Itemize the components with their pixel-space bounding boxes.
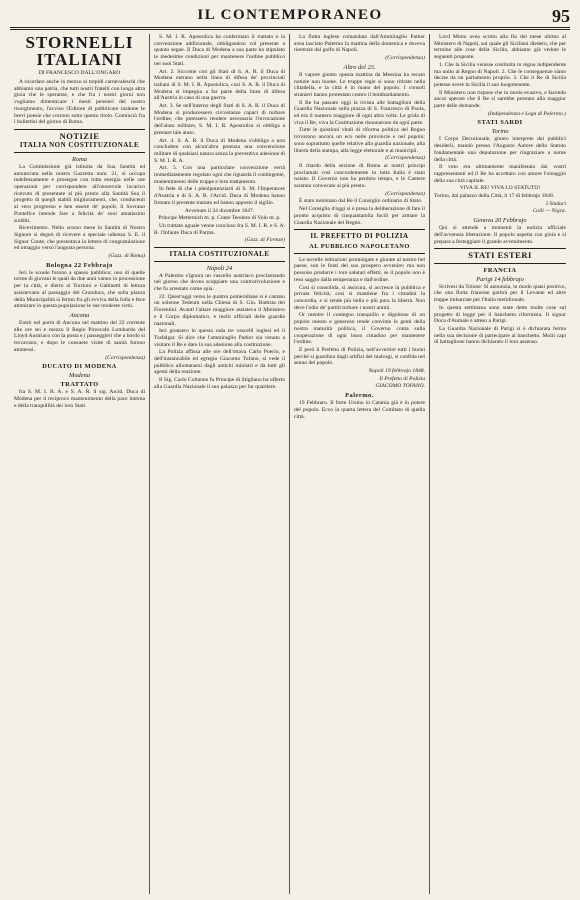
feature-title-line2: ITALIANI — [36, 50, 123, 69]
prefetto-text-3: Or mentre il contegno tranquillo e dignitoso di un popolo onesto e generoso rende convinte le genti della nostra maturità politica, il Governo conta sulla cooperazione di ogni buon cittadino per mantenere l'ordine. — [294, 312, 425, 346]
bologna-dateline: Bologna 22 Febbrajo — [46, 261, 113, 269]
columns — [10, 34, 570, 894]
col4-text-3: Il Ministero non rispose che in modo evasivo, e facendo ancor sperare che il Re si sarebbe prestato alla maggior parte delle domande. — [434, 89, 566, 110]
bologna-text: Ieri le scuole furono a spasso pubblico; uno di quelle torme di giovani le quali da due anni vanno in processione per la città, e dietro ai Torrioni e Gabinetti di lettura assistevano al passaggio dei Granduca, che sulla piazza della Municipalità si fermò fra gli evviva della folla e fece ammirare in questa popolazione le sue modeste virtù. — [14, 269, 145, 310]
col2-text-1: S. M. I. R. Apostolica ha confermato il trattato e la convenzione addizionale, obbligandosi col presente a quanto segue. Il Duca di Modena a sua parte ha stipulato le medesime condizioni per mantenere l'ordine pubblico nei suoi Stati. — [154, 34, 285, 67]
column-3 — [290, 34, 430, 894]
parigi-text-2: In questa settimana sono state dette molte cose sul progetto di legge per il banchetto riformista. Il signor Duca d'Aumale è atteso a Parigi. — [434, 304, 566, 325]
stati-esteri-box — [434, 248, 566, 264]
genova-dateline: Genova 20 Febbrajo — [473, 217, 527, 225]
col3-text-6: È stato nominato dal Re il Consiglio ordinario di Stato. — [299, 198, 423, 205]
col3-source-2: (Corrispondenza) — [385, 155, 425, 162]
col3-text-5: Il ritardo della sezione di Roma ai nostri principi proclamati così concordemente in tutta Italia è stato notato. Il Governo non ha perduto tempo, e le Camere saranno convocate al più presto. — [294, 162, 425, 190]
altro-dateline: Altro del 23. — [343, 63, 376, 71]
prefetto-date: Napoli 19 febbrajo 1848. — [368, 368, 425, 375]
palermo-source: (Indipendenza e Lega di Palermo.) — [487, 110, 566, 117]
page-number: 95 — [552, 6, 570, 26]
feature-byline: DI FRANCESCO DALL'ONGARO — [38, 70, 121, 76]
napoli-text-5: Il Sig. Carlo Coltanne fu Principe di Stigliano ha offerto alla Guardia Nazionale il suo palazzo per far quartiere. — [154, 377, 285, 390]
napoli-text-2: 22. Quest'oggi verso le quattro pomeridiane si è cantato un solenne Tedeum nella Chiesa di S. Gio. Battista dei Fiorentini. Avanti l'altare maggiore assisteva il Ministero e il Corpo diplomatico, e molti ufficiali delle guardie nazionali. — [154, 293, 285, 327]
newspaper-title: IL CONTEMPORANEO — [197, 7, 383, 23]
col2-text-3: Art. 3. Se nell'interno degli Stati di S. A. R. il Duca di Modena si producessero circostanze capaci di turbare l'ordine, che potessero rendere necessaria l'invocazione dell'aiuto militare, S. M. I. R. Apostolica si obbliga a prestare tale aiuto. — [154, 103, 285, 136]
ancona-text: Entrò nel porto di Ancona nel mattino del 22 corrente alle ore sei e mezzo il Regio Piroscafo Lombardo del Lloyd Austriaco con la posta e i passeggieri che a bordo si trovavano, e dopo le consuete visite di sanità furono ammessi. — [14, 319, 145, 353]
col2-text-2: Art. 2. Siccome con gli Stati di S. A. R. il Duca di Modena entrano nella linea di difesa de' provinciali italiani di S. M. I. R. Apostolica, così S. A. R. il Duca di Modena si impegna a far parte della linea di difesa all'Austria in caso di una guerra. — [154, 68, 285, 102]
napoli-text: A Palermo s'ignora un vascello austriaco proclamando nel giorno che dovea scoppiare una controrivoluzione e che fu arrestato come spia. — [154, 272, 285, 292]
italia-costituzionale-heading: ITALIA COSTITUZIONALE — [169, 250, 270, 259]
parigi-text: Scrivesi da Tolone: Si annunzia, in modo quasi positivo, che una flotta francese partirà per il Levante ed altre truppe imbarcate per l'Italia meridionale. — [434, 283, 566, 304]
prefetto-subheading: AL PUBBLICO NAPOLETANO — [309, 242, 410, 250]
treaty-date: Avvenuto il 24 dicembre 1847. — [184, 207, 255, 214]
col3-text-7: Nel Consiglio d'oggi si è presa la deliberazione di fare il pronto acquisto di cinquantamila fucili per armare la Guardia Nazionale del Regno. — [294, 206, 425, 226]
roma-text-2: Ricevimento. Nello scorso mese la Santità di Nostro Signore si degnò di ricevere a speciale udienza S. E. il Signor Conte, che presentava la lettera di congratulazione ed omaggio verso l'augusta persona. — [14, 225, 145, 252]
col3-source-3: (Corrispondenza) — [385, 190, 425, 197]
costituzionale-box — [154, 247, 285, 262]
ancona-dateline: Ancona — [69, 311, 90, 319]
trattato-heading: TRATTATO — [60, 381, 99, 389]
prefetto-text: Le novelle istituzioni promulgate e giurate al nostro bel paese, son le fonti del suo prospero avvenire; ma non possono produrre i loro salutari effetti, se il popolo non è reso saggio dalla temperanza e dall'ordine. — [294, 256, 425, 283]
notizie-heading: NOTIZIE — [59, 130, 100, 141]
prefetto-signature-name: GIACOMO TOFANO. — [375, 383, 425, 390]
roma-text: La Commissione già istituita da Sua Santità ed annunciata nella nostra Gazzetta num. 21, si occupa indefessamente e prosegue con tutta energia nelle sue operazioni per corrispondere all'onorevole incarico ricevuto di presentare al più presto alla Santità Sua il progetto di quegli stabili miglioramenti, che, conducenti al vero progresso e ben essere de' popoli, il Sovrano Pontefice intende fare a felicità de' suoi amatissimi sudditi. — [14, 163, 145, 224]
feature-text: A ricordare anche in mezzo ai trepidi carnevaleschi che abbiamo una patria, che tutti nostri fratelli con lunga altra gioia che le speranze, e che fra i nostri giorni non vogliamo dimenticare i mesti pensieri del nostro risorgimento, l'avviso l'Editore di pubblicare insieme le brevi poesie che corrono sotto questo titolo. Cominciò fra i bollettini del giorno di Roma. — [14, 79, 145, 126]
viva-statuto: VIVA IL RE! VIVA LO STATUTO! — [459, 185, 541, 192]
roma-source: (Gazz. di Roma) — [108, 253, 145, 260]
ducato-heading: DUCATO DI MODENA — [42, 363, 117, 371]
napoli-text-3: Ieri giunsero in questa rada tre vascelli inglesi ed il Trafalgar. Si dice che l'ammiraglio Parker sia venuto a visitare il Re e dare la sua adesione alla costituzione. — [154, 328, 285, 348]
prefetto-text-4: E però il Prefetto di Polizia, nell'avvertire tutti i buoni perchè si guardino dagli artifizi dei malvagi, si confida nel senno del popolo. — [294, 346, 425, 367]
francia-heading: FRANCIA — [483, 266, 517, 274]
col2-text-4: Art. 4. S. A. R. il Duca di Modena s'obbliga a non concludere con alcun'altra potenza una convenzione militare di qualsiasi natura senza la preventiva adesione di S. M. I. R. A. — [154, 137, 285, 164]
roma-dateline: Roma — [72, 155, 87, 163]
palermo-text: 19 Febbraro. Il forte Ursino in Catania già è in potere del popolo. Ecco la quarta lettera del Comitato di quella città. — [294, 400, 425, 420]
firenze-source: (Gazz. di Firenze) — [244, 237, 285, 244]
col2-text-6: In fede di che i plenipotenziarii di S. M. l'Imperatore d'Austria e di S. A. R. l'Arcid. Duca di Modena hanno firmato il presente trattato ed hanno apposto il sigillo. — [154, 186, 285, 206]
genova-text: Qui si attende a momenti la notizia ufficiale dell'avvenuta liberazione. Il popolo aspetta con gioia e si prepara a festeggiare il grande avvenimento. — [434, 225, 566, 245]
ancona-source: (Corrispondenza) — [105, 354, 145, 361]
col3-text-1: La flotta inglese comandata dall'Ammiraglio Parker avea lasciato Palermo la mattina della domenica e doveva rientrare dal golfo di Napoli. — [294, 34, 425, 54]
napoli-dateline: Napoli 24 — [206, 264, 233, 272]
feature-title-line1: STORNELLI — [25, 34, 134, 52]
col3-text-3: Il Re ha passato oggi la rivista alle battaglioni della Guardia Nazionale sulla piazza di S. Francesco di Paola, ed era il numero maggiore di ogni altra volta. Le grida di viva il Re, viva la Costituzione risuonarono da ogni parte. — [294, 99, 425, 126]
prefetto-box — [294, 229, 425, 254]
col3-text-2: Il vapore giunto questa mattina da Messina ha recato notizie non buone. Le truppe regie si sono ritirate nella cittadella, e la città è in mano del popolo. I consoli stranieri hanno protestato contro il bombardamento. — [294, 71, 425, 98]
napoli-text-4: La Polizia affissa alle ore dell'ottava Carlo Poerio, e dell'instancabile ed egregio Giacomo Tofano, si vede il pubblico allontanarsi dagli antichi ministri e da tutti gli agenti della reazione. — [154, 349, 285, 376]
palermo-dateline: Palermo. — [345, 392, 374, 400]
parigi-text-3: La Guardia Nazionale di Parigi si è dichiarata ferma nella sua decisione di partecipare al banchetto. Molti capi di battaglione hanno dichiarato il loro assenso. — [434, 326, 566, 346]
col4-text-2: 1. Che la Sicilia venisse costituita in regno indipendente ma unito al Regno di Napoli. 2. Che le conseguenze siano decise da un parlamento proprio. 3. Che il Re di Sicilia potesse avere in Sicilia il suo luogotenente. — [434, 61, 566, 88]
prefetto-heading: IL PREFETTO DI POLIZIA — [310, 232, 409, 241]
col3-source-1: (Corrispondenza) — [385, 55, 425, 62]
torino-text-2: Il voto era ultimamente manifestato dai vostri rappresentanti ed il Re ha accettato con amore l'omaggio della sua città capitale. — [434, 164, 566, 184]
stati-sardi-heading: STATI SARDI — [477, 119, 523, 127]
torino-date: Torino, dal palazzo della Città, il 17 di febbrajo 1848. — [434, 193, 555, 200]
col2-text-8: Un trattato uguale venne concluso fra S. M. I. R. e S. A. R. l'Infante Duca di Parma. — [154, 222, 285, 236]
stati-esteri-heading: STATI ESTERI — [468, 250, 532, 261]
column-1 — [10, 34, 150, 894]
prefetto-signature-title: Il Prefetto di Polizia — [379, 375, 425, 382]
col3-text-4: Tutte le quistioni vitali di riforma politica del Regno trovarono ancora un eco nelle provincie e nel popolo; sono soprattutto quelle relative alla guardia nazionale, alla libertà della stampa, alla legge elettorale e ai municipii. — [294, 127, 425, 154]
treaty-signatures: Principe Metternich m. p. Conte Teodoro di Volo m. p. — [158, 215, 281, 222]
column-2 — [150, 34, 290, 894]
sindaci-names: Colli — Nigra. — [532, 208, 566, 215]
torino-dateline: Torino — [491, 128, 509, 136]
notizie-box — [14, 129, 145, 153]
trattato-text: fra S. M. I. R. A. e S. A. R. il sig. Arcid. Duca di Modena per il reciproco mantenimento della pace interna e della tranquillità dei loro Stati. — [14, 389, 145, 409]
col2-text-5: Art. 5. Con una particolare convenzione verrà immediatamente regolato ogni che riguarda il contingente, mantenimento delle truppe e loro trattamento. — [154, 165, 285, 185]
italia-non-costituzionale-heading: ITALIA NON COSTITUZIONALE — [19, 141, 140, 150]
sindaci-label: I Sindaci — [545, 200, 566, 207]
prefetto-text-2: Cosi si consolida, si assicura, si accresce la pubblica e privata felicità; cosi si mantiene fra i cittadini la concordia, e si rende più bella e più pura la libertà. Non deve l'odio de' partiti turbare i nostri animi. — [294, 284, 425, 311]
masthead-rule — [10, 28, 570, 30]
torino-text: I Corpo Decurionale, giunto interprete dei pubblici desiderii, mandò presso l'Augusto Autore dello Statuto fondamentale una deputazione per ringraziare a nome della città. — [434, 136, 566, 163]
parigi-dateline: Parigi 14 febbrajo — [476, 275, 524, 283]
modena-dateline: Modena — [69, 372, 90, 380]
masthead — [10, 6, 570, 28]
col4-text-1: Lord Minto avea scritto alla fin del mese ultimo al Ministero di Napoli, sul quale gli Siciliani diedero, che per termine alle cose della Sicilia, abbiamo già vedute le seguenti proposte. — [434, 34, 566, 61]
column-4 — [430, 34, 570, 894]
